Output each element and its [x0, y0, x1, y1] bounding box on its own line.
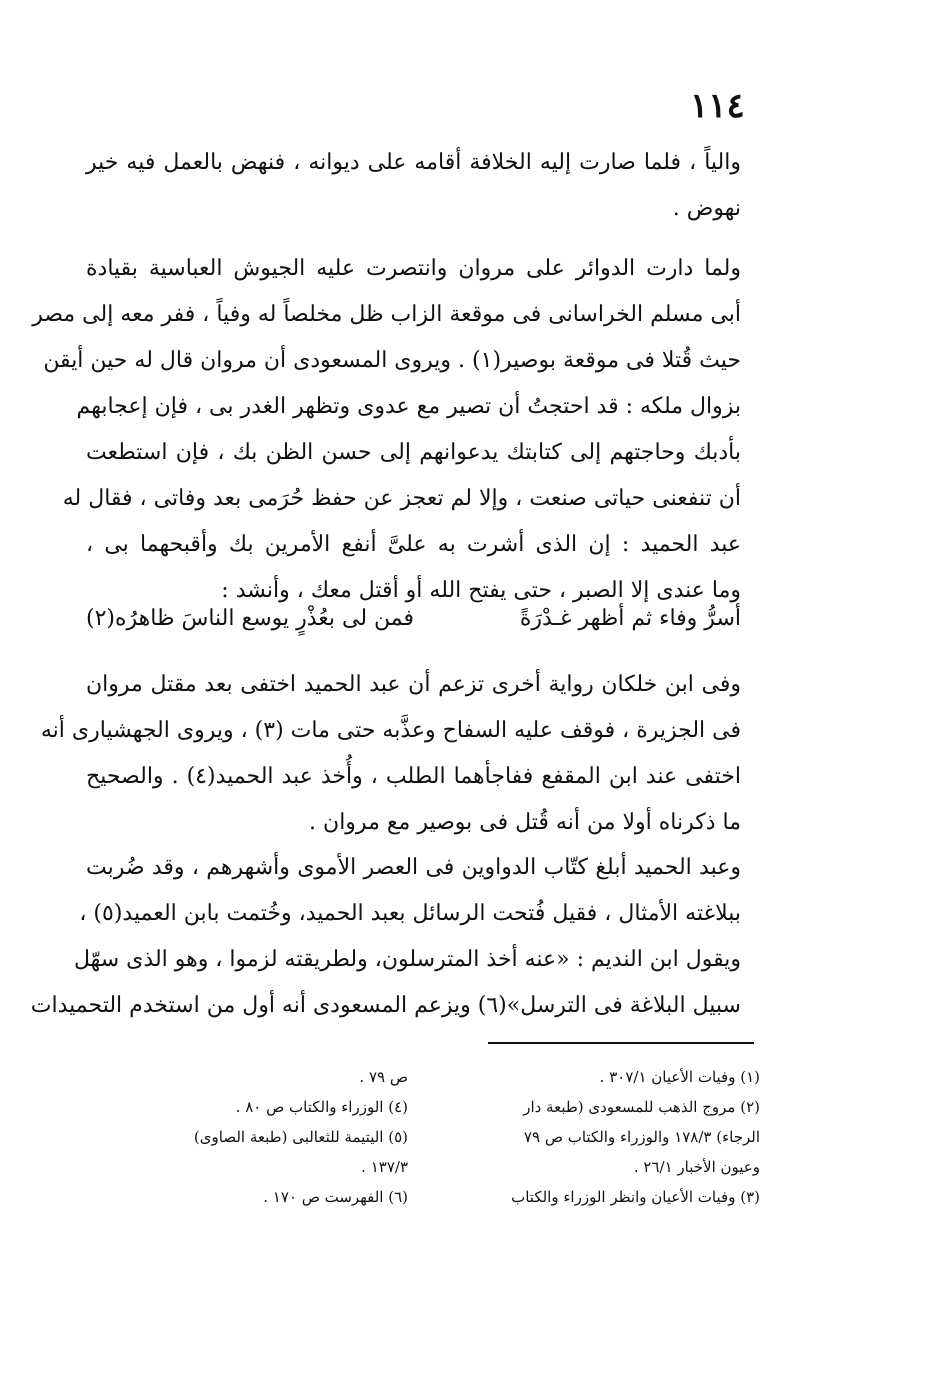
footnote-line: (٤) الوزراء والكتاب ص ٨٠ .	[235, 1098, 408, 1116]
text-line: حيث قُتلا فى موقعة بوصير(١) . ويروى المسعودى أن مروان قال له حين أيقن	[43, 348, 741, 373]
footnote-line: ١٣٧/٣ .	[361, 1158, 408, 1176]
paragraph-2	[32, 246, 741, 614]
footnote-line: (١) وفيات الأعيان ٣٠٧/١ .	[599, 1068, 760, 1086]
text-line: أن تنفعنى حياتى صنعت ، وإلا لم تعجز عن حفظ حُرَمى بعد وفاتى ، فقال له	[62, 486, 741, 511]
verse-second-hemistich: فمن لى بعُذْرٍ يوسع الناسَ ظاهرُه(٢)	[86, 606, 415, 631]
footnote-line: (٢) مروج الذهب للمسعودى (طبعة دار	[523, 1098, 760, 1116]
text-line: أبى مسلم الخراسانى فى موقعة الزاب ظل مخلصاً له وفياً ، ففر معه إلى مصر	[32, 302, 741, 327]
footnote-line: الرجاء) ١٧٨/٣ والوزراء والكتاب ص ٧٩	[523, 1128, 760, 1146]
verse-first-hemistich: أسرُّ وفاء ثم أظهر غـدْرَةً	[519, 606, 741, 631]
footnote-divider	[488, 1042, 754, 1044]
paragraph-1	[86, 140, 741, 232]
paragraph-4	[30, 845, 741, 1029]
text-line: عبد الحميد : إن الذى أشرت به علىَّ أنفع الأمرين بك وأقبحهما بى ،	[86, 532, 741, 557]
footnotes	[90, 1062, 760, 1212]
text-line: وعبد الحميد أبلغ كتّاب الدواوين فى العصر الأموى وأشهرهم ، وقد ضُربت	[86, 855, 741, 880]
footnote-line: (٣) وفيات الأعيان وانظر الوزراء والكتاب	[511, 1188, 760, 1206]
text-line: بأدبك وحاجتهم إلى كتابتك يدعوانهم إلى حسن الظن بك ، فإن استطعت	[86, 440, 741, 465]
footnotes-left-column	[90, 1062, 408, 1212]
footnote-line: (٦) الفهرست ص ١٧٠ .	[263, 1188, 408, 1206]
page-number: ١١٤	[690, 86, 745, 126]
text-line: ما ذكرناه أولا من أنه قُتل فى بوصير مع مروان .	[309, 810, 741, 835]
text-line: فى الجزيرة ، فوقف عليه السفاح وعذَّبه حتى مات (٣) ، ويروى الجهشيارى أنه	[40, 718, 741, 743]
text-line: نهوض .	[672, 196, 741, 221]
text-line: وفى ابن خلكان رواية أخرى تزعم أن عبد الحميد اختفى بعد مقتل مروان	[86, 672, 741, 697]
paragraph-3	[40, 662, 741, 846]
text-line: ولما دارت الدوائر على مروان وانتصرت عليه الجيوش العباسية بقيادة	[86, 256, 741, 281]
poetry-verse	[86, 596, 741, 642]
text-line: والياً ، فلما صارت إليه الخلافة أقامه على ديوانه ، فنهض بالعمل فيه خير	[86, 150, 741, 175]
text-line: سبيل البلاغة فى الترسل»(٦) ويزعم المسعودى أنه أول من استخدم التحميدات	[30, 993, 741, 1018]
text-line: بزوال ملكه : قد احتجتُ أن تصير مع عدوى وتظهر الغدر بى ، فإن إعجابهم	[76, 394, 741, 419]
footnotes-right-column	[442, 1062, 760, 1212]
text-line: اختفى عند ابن المقفع ففاجأهما الطلب ، وأُخذ عبد الحميد(٤) . والصحيح	[86, 764, 741, 789]
footnote-line: وعيون الأخبار ٢٦/١ .	[633, 1158, 760, 1176]
footnote-line: (٥) اليتيمة للثعالبى (طبعة الصاوى)	[193, 1128, 408, 1146]
text-line: ويقول ابن النديم : «عنه أخذ المترسلون، ولطريقته لزموا ، وهو الذى سهّل	[73, 947, 741, 972]
text-line: وما عندى إلا الصبر ، حتى يفتح الله أو أقتل معك ، وأنشد :	[221, 578, 741, 603]
text-line: ببلاغته الأمثال ، فقيل فُتحت الرسائل بعبد الحميد، وخُتمت بابن العميد(٥) ،	[79, 901, 741, 926]
footnote-line: ص ٧٩ .	[359, 1068, 408, 1086]
